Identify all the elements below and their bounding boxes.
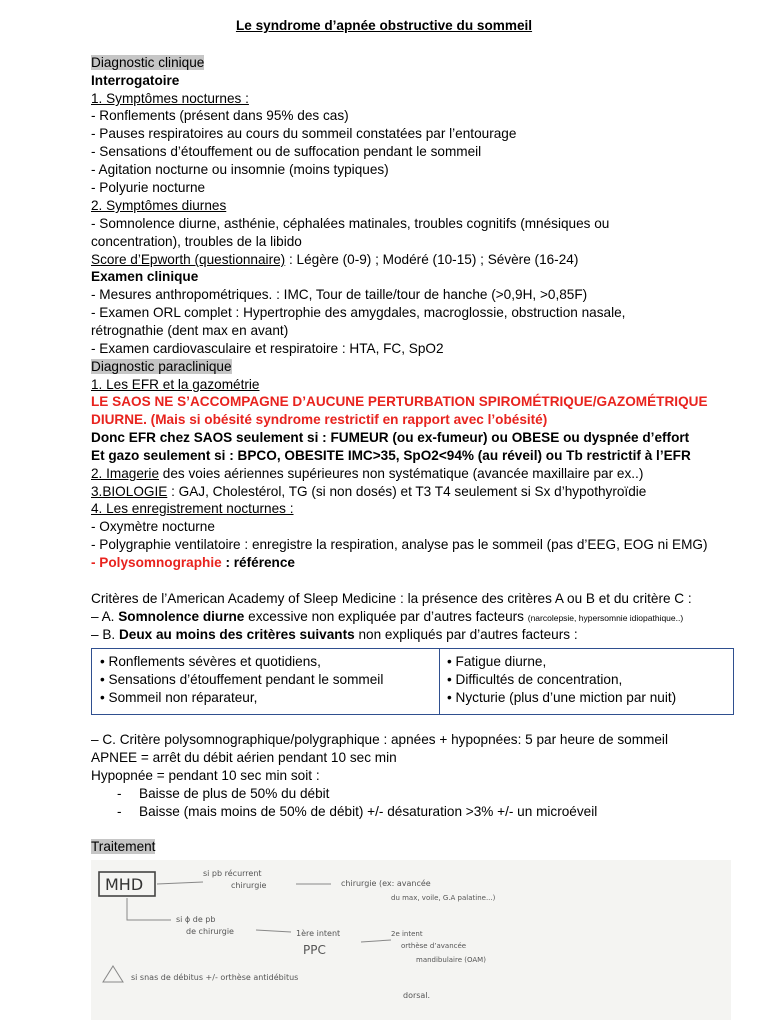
sketch-label: du max, voile, G.A palatine...) (391, 894, 496, 902)
subheading-examen-clinique: Examen clinique (91, 269, 199, 284)
list-item: Baisse de plus de 50% du débit (139, 786, 330, 801)
list-item: - Oxymètre nocturne (91, 519, 215, 534)
hypopnee-definition: Hypopnée = pendant 10 sec min soit : (91, 768, 320, 783)
sketch-label: 1ère intent (296, 929, 341, 938)
subheading-symptomes-nocturnes: 1. Symptômes nocturnes : (91, 91, 249, 106)
list-item: - Agitation nocturne ou insomnie (moins typiques) (91, 162, 389, 177)
list-item: - Mesures anthropométriques. : IMC, Tour de taille/tour de hanche (>0,9H, >0,85F) (91, 287, 588, 302)
list-item: - Polyurie nocturne (91, 180, 206, 195)
apnee-definition: APNEE = arrêt du débit aérien pendant 10 sec min (91, 750, 397, 765)
subheading-interrogatoire: Interrogatoire (91, 73, 180, 88)
warning-text: DIURNE. (Mais si obésité syndrome restrictif en rapport avec l’obésité) (91, 412, 548, 427)
section-heading-diagnostic-clinique: Diagnostic clinique (91, 55, 205, 70)
table-cell: • Difficultés de concentration, (447, 672, 623, 687)
table-cell: • Sommeil non réparateur, (100, 690, 258, 705)
table-cell: • Fatigue diurne, (447, 654, 547, 669)
list-item: - Ronflements (présent dans 95% des cas) (91, 108, 349, 123)
criteria-table-left-column (92, 649, 440, 714)
sketch-label: si snas de débitus +/- orthèse antidébitus (131, 973, 299, 982)
subheading-efr: 1. Les EFR et la gazométrie (91, 377, 260, 392)
subheading-symptomes-diurnes: 2. Symptômes diurnes (91, 198, 227, 213)
criteres-intro: Critères de l’American Academy of Sleep Medicine : la présence des critères A ou B et du critère C : (91, 591, 692, 606)
sketch-label: 2e intent (391, 930, 423, 938)
epworth-score-line: Score d’Epworth (questionnaire) : Légère (0-9) ; Modéré (10-15) ; Sévère (16-24) (91, 252, 579, 267)
list-bullet: - (117, 786, 122, 801)
critere-b: – B. Deux au moins des critères suivants non expliqués par d’autres facteurs : (91, 627, 578, 642)
sketch-label: PPC (303, 943, 326, 957)
subheading-enregistrements: 4. Les enregistrement nocturnes : (91, 501, 294, 516)
list-item: - Pauses respiratoires au cours du sommeil constatées par l’entourage (91, 126, 517, 141)
critere-a: – A. Somnolence diurne excessive non expliquée par d’autres facteurs (narcolepsie, hypersomnie idiopathique..) (91, 609, 684, 624)
sketch-label: si ϕ de pb (176, 915, 216, 924)
list-item: - Polygraphie ventilatoire : enregistre la respiration, analyse pas le sommeil (pas d’EEG, EOG ni EMG) (91, 537, 708, 552)
list-bullet: - (117, 804, 122, 819)
handwritten-treatment-sketch (91, 860, 731, 1020)
list-item: Baisse (mais moins de 50% de débit) +/- désaturation >3% +/- un microéveil (139, 804, 598, 819)
list-item: - Sensations d’étouffement ou de suffocation pendant le sommeil (91, 144, 482, 159)
critere-c: – C. Critère polysomnographique/polygraphique : apnées + hypopnées: 5 par heure de sommeil (91, 732, 668, 747)
criteria-table-right-column (439, 649, 733, 714)
table-cell: • Sensations d’étouffement pendant le sommeil (100, 672, 384, 687)
list-item: - Examen cardiovasculaire et respiratoire : HTA, FC, SpO2 (91, 341, 444, 356)
document-title: Le syndrome d’apnée obstructive du sommeil (235, 18, 533, 33)
table-cell: • Nycturie (plus d’une miction par nuit) (447, 690, 677, 705)
table-cell: • Ronflements sévères et quotidiens, (100, 654, 321, 669)
sketch-label: de chirurgie (186, 927, 234, 936)
sketch-label: mandibulaire (OAM) (416, 956, 486, 964)
sketch-label: si pb récurrent (203, 869, 262, 878)
list-item-continuation: concentration), troubles de la libido (91, 234, 302, 249)
biologie-line: 3.BIOLOGIE : GAJ, Cholestérol, TG (si non dosés) et T3 T4 seulement si Sx d’hypothyroïdie (91, 484, 647, 499)
polysomnographie-line: - Polysomnographie : référence (91, 555, 295, 570)
section-heading-diagnostic-paraclinique: Diagnostic paraclinique (91, 359, 232, 374)
sketch-label: chirurgie (231, 881, 267, 890)
list-item-continuation: rétrognathie (dent max en avant) (91, 323, 289, 338)
sketch-label: MHD (105, 875, 144, 894)
list-item: - Somnolence diurne, asthénie, céphalées matinales, troubles cognitifs (mnésiques ou (91, 216, 610, 231)
list-item: - Examen ORL complet : Hypertrophie des amygdales, macroglossie, obstruction nasale, (91, 305, 626, 320)
imagerie-line: 2. Imagerie des voies aériennes supérieures non systématique (avancée maxillaire par ex..) (91, 466, 644, 481)
gazo-indication: Et gazo seulement si : BPCO, OBESITE IMC>35, SpO2<94% (au réveil) ou Tb restrictif à l’EFR (91, 448, 691, 463)
sketch-label: orthèse d’avancée (401, 942, 467, 950)
criteria-table (91, 648, 734, 715)
warning-text: LE SAOS NE S’ACCOMPAGNE D’AUCUNE PERTURBATION SPIROMÉTRIQUE/GAZOMÉTRIQUE (91, 394, 708, 409)
sketch-label: chirurgie (ex: avancée (341, 879, 431, 888)
sketch-label: dorsal. (403, 991, 431, 1000)
section-heading-traitement: Traitement (91, 839, 156, 854)
efr-indication: Donc EFR chez SAOS seulement si : FUMEUR (ou ex-fumeur) ou OBESE ou dyspnée d’effort (91, 430, 690, 445)
